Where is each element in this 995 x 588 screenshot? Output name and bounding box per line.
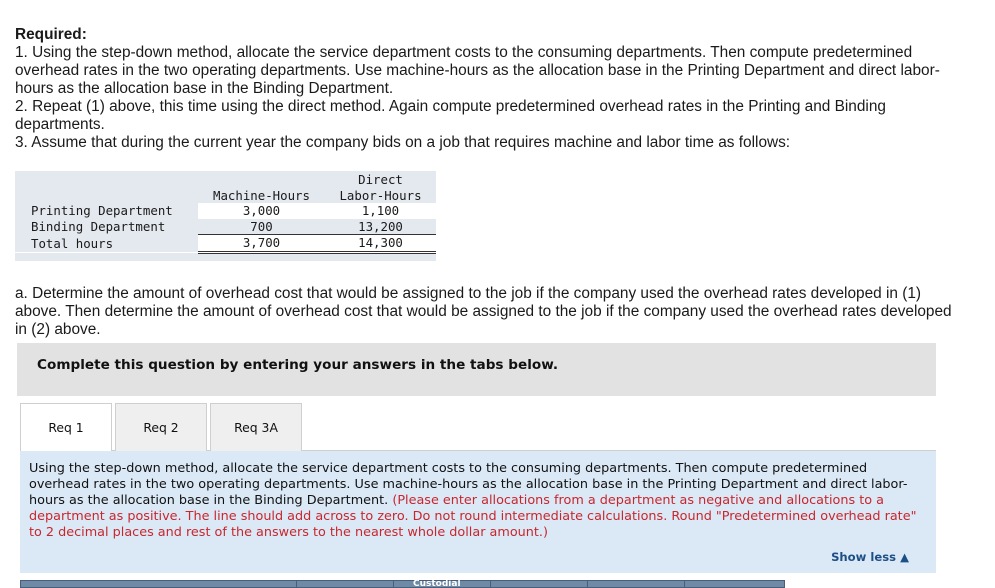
- header-direct-line2: Labor-Hours: [339, 187, 422, 203]
- header-custodial: Custodial: [413, 580, 461, 588]
- part-a-text: a. Determine the amount of overhead cost that would be assigned to the job if the company used the overhead rates developed in (1) above. Then determine the amount of overhead cost that would be assigned to the job if the company used the overhead rates developed in (2) above.: [15, 285, 952, 338]
- hours-grid: [15, 171, 436, 254]
- table-row: [15, 219, 436, 235]
- header-direct-labor-hours: [325, 171, 436, 203]
- tab-req-3a[interactable]: Req 3A: [210, 403, 302, 451]
- header-machine-hours: Machine-Hours: [213, 187, 310, 203]
- panel-instructions: [29, 461, 929, 541]
- row-label: Total hours: [15, 235, 198, 253]
- job-hours-table: [15, 171, 436, 261]
- table-row-total: [15, 235, 436, 253]
- header-cell: [684, 581, 784, 588]
- instructions-banner: [17, 343, 936, 396]
- required-heading: Required:: [15, 26, 87, 43]
- header-direct-line1: Direct: [358, 172, 403, 187]
- instructions-text: Complete this question by entering your answers in the tabs below.: [37, 357, 559, 373]
- panel-instructions-text: Using the step-down method, allocate the service department costs to the consuming departments. Then compute predetermined overhead rates in the two operating departments. Use machine-hours as the allocation base in the Printing Department and direct labor-hours as the allocation base in the Binding Department.: [29, 461, 908, 508]
- table-row: [15, 203, 436, 219]
- row-labor-hours: 13,200: [325, 219, 436, 235]
- row-machine-hours: 3,000: [198, 203, 325, 219]
- allocation-table-header: [20, 580, 785, 588]
- triangle-up-icon: ▲: [900, 550, 909, 564]
- header-cell: [587, 581, 684, 588]
- header-cell: [490, 581, 587, 588]
- question-text: [15, 26, 955, 152]
- tab-req-1[interactable]: Req 1: [20, 403, 112, 451]
- requirement-2: 2. Repeat (1) above, this time using the direct method. Again compute predetermined overhead rates in the Printing and Binding departments.: [15, 98, 886, 133]
- panel-instructions-note: (Please enter allocations from a department as negative and allocations to a department as positive. The line should add across to zero. Do not round intermediate calculations. Round "Predetermined overhead rate" to 2 decimal places and rest of the answers to the nearest whole dollar amount.): [29, 493, 917, 540]
- row-label: Printing Department: [15, 203, 198, 219]
- row-label: Binding Department: [31, 218, 166, 234]
- show-less-label: Show less: [831, 550, 897, 564]
- tab-req-2[interactable]: Req 2: [115, 403, 207, 451]
- row-machine-hours: 700: [198, 219, 325, 235]
- requirement-3: 3. Assume that during the current year the company bids on a job that requires machine and labor time as follows:: [15, 134, 791, 151]
- header-cell: [296, 581, 393, 588]
- total-machine-hours: 3,700: [198, 235, 325, 253]
- show-less-link[interactable]: [831, 550, 909, 564]
- row-labor-hours: 1,100: [325, 203, 436, 219]
- requirement-1: 1. Using the step-down method, allocate the service department costs to the consuming departments. Then compute predetermined overhead rates in the two operating departments. Use machine-hours as the allocation base in the Printing Department and direct labor-hours as the allocation base in the Binding Department.: [15, 44, 940, 97]
- total-labor-hours: 14,300: [325, 235, 436, 253]
- requirement-panel: [20, 451, 936, 573]
